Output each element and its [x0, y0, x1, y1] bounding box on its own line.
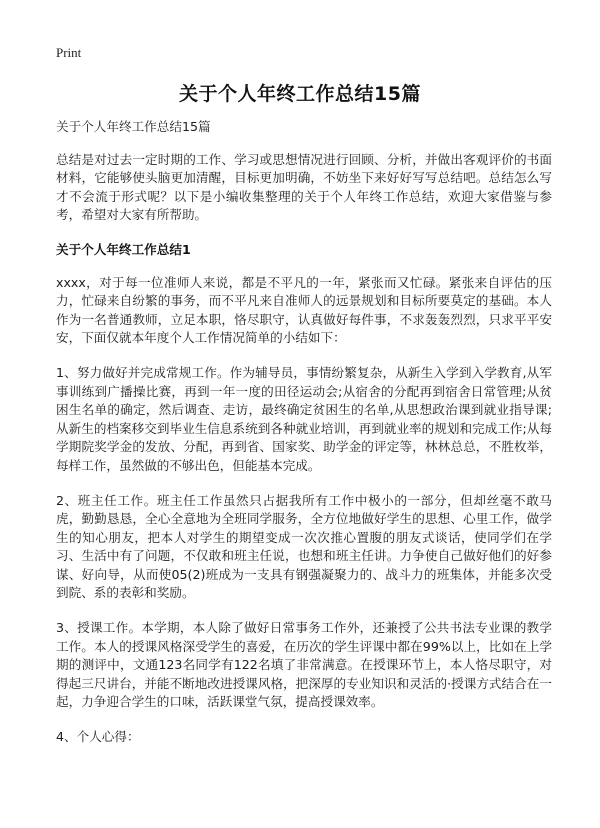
print-link[interactable]: Print [56, 45, 82, 60]
body-paragraph-personal: 4、个人心得： [56, 729, 140, 745]
intro-paragraph: 总结是对过去一定时期的工作、学习或思想情况进行回顾、分析，并做出客观评价的书面材料，它能够使头脑更加清醒，目标更加明确，不妨坐下来好好写写总结吧。总结怎么写才不会流于形式呢？以下是小编收集整理的关于个人年终工作总结，欢迎大家借鉴与参考，希望对大家有所帮助。 [56, 151, 552, 223]
body-paragraph-routine-work: 1、努力做好并完成常规工作。作为辅导员，事情纷繁复杂，从新生入学到入学教育,从军事训练到广播操比赛，再到一年一度的田径运动会;从宿舍的分配再到宿舍日常管理;从贫困生名单的确定，然后调查、走访，最终确定贫困生的名单,从思想政治课到就业指导课;从新生的档案移交到毕业生信息系统到各种就业培训，再到就业率的规划和完成工作;从每学期院奖学金的发放、分配，再到省、国家奖、助学金的评定等，林林总总，不胜枚举，每样工作，虽然做的不够出色，但能基本完成。 [56, 364, 552, 473]
body-paragraph-opening: xxxx，对于每一位准师人来说，都是不平凡的一年，紧张而又忙碌。紧张来自评估的压力，忙碌来自纷繁的事务，而不平凡来自准师人的远景规划和目标所要莫定的基础。本人作为一名普通教师，立足本职，恪尽职守，认真做好每件事，不求轰轰烈烈，只求平平安安，下面仅就本年度个人工作情况简单的小结如下： [56, 274, 552, 346]
section-heading: 关于个人年终工作总结1 [56, 241, 191, 257]
body-paragraph-class-teacher: 2、班主任工作。班主任工作虽然只占据我所有工作中极小的一部分，但却丝毫不敢马虎，勤勤恳恳，全心全意地为全班同学服务，全方位地做好学生的思想、心里工作，做学生的知心朋友，把本人对学生的期望变成一次次推心置腹的朋友式谈话，使同学们在学习、生活中有了问题，不仅敢和班主任说，也想和班主任讲。力争使自己做好他们的好参谋、好向导，从而使05(2)班成为一支具有钢强凝聚力的、战斗力的班集体，并能多次受到院、系的表彰和奖励。 [56, 492, 552, 601]
document-body [56, 118, 552, 763]
page-title: 关于个人年终工作总结15篇 [179, 83, 421, 105]
body-paragraph-teaching: 3、授课工作。本学期，本人除了做好日常事务工作外，还兼授了公共书法专业课的教学工作。本人的授课风格深受学生的喜爱，在历次的学生评课中都在99%以上，比如在上学期的测评中，文通123名同学有122名填了非常满意。在授课环节上，本人恪尽职守，对得起三尺讲台，并能不断地改进授课风格，把深厚的专业知识和灵活的·授课方式结合在一起，力争迎合学生的口味，活跃课堂气氛，提高授课效率。 [56, 620, 552, 710]
document-subtitle: 关于个人年终工作总结15篇 [56, 119, 211, 134]
